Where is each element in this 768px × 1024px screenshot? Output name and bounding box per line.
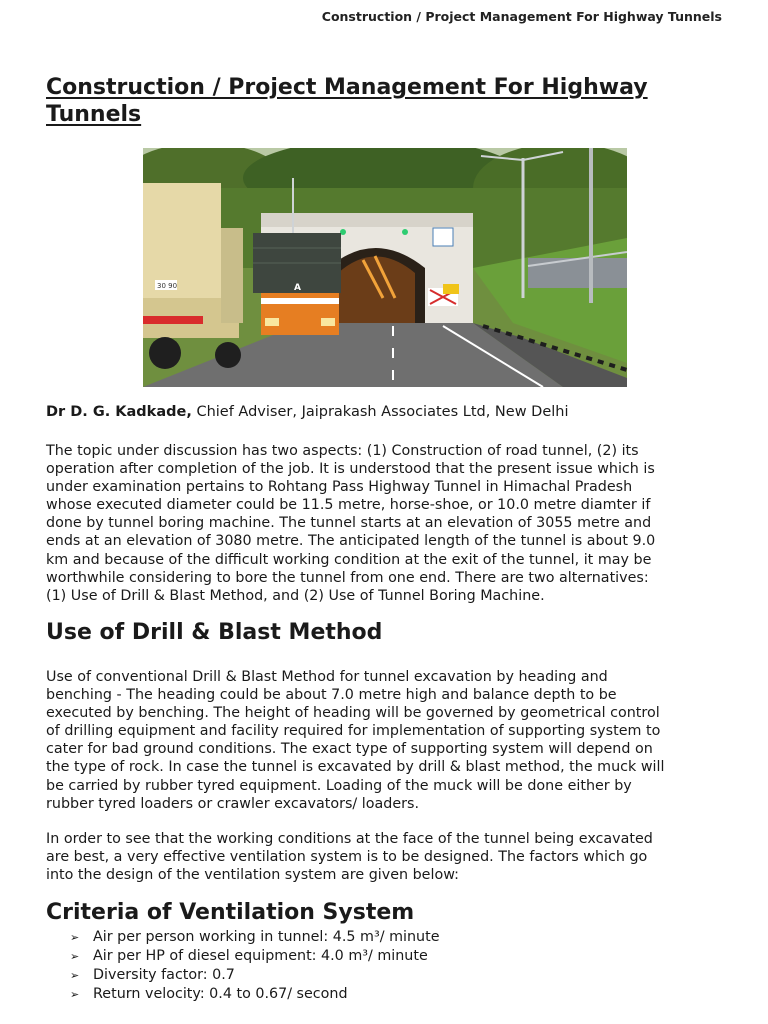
intro-paragraph [46,442,722,605]
list-item: ➢ Return velocity: 0.4 to 0.67/ second [70,986,348,1002]
text-line: cater for bad ground conditions. The exact type of supporting system will depend on [46,741,653,758]
text-line: The topic under discussion has two aspects: (1) Construction of road tunnel, (2) its [46,443,639,459]
author-line [46,404,569,420]
title-line-1: Construction / Project Management For Highway [46,75,648,100]
running-header: Construction / Project Management For Highway Tunnels [321,9,722,24]
author-affiliation: Chief Adviser, Jaiprakash Associates Ltd, New Delhi [191,404,569,420]
text-line: benching - The heading could be about 7.0 metre high and balance depth to be [46,687,617,704]
list-item: ➢ Air per person working in tunnel: 4.5 m³/ minute [70,929,440,945]
arrow-bullet-icon: ➢ [70,988,80,1001]
text-line: In order to see that the working conditions at the face of the tunnel being excavated [46,831,653,847]
text-line: of drilling equipment and facility required for implementation of supporting system to [46,723,661,740]
tunnel-photo [143,148,627,387]
text-line: km and because of the difficult working condition at the exit of the tunnel, it may be [46,551,652,568]
text-line: worthwhile considering to bore the tunnel from one end. There are two alternatives: [46,569,649,586]
truck-marking: A [294,283,301,293]
text-line: (1) Use of Drill & Blast Method, and (2) Use of Tunnel Boring Machine. [46,587,545,604]
ventilation-criteria-list [70,928,440,1004]
text-line: executed by benching. The height of heading will be governed by geometrical control [46,705,660,722]
list-item: ➢ Air per HP of diesel equipment: 4.0 m³/ minute [70,948,428,964]
text-line: be carried by rubber tyred equipment. Loading of the muck will be done either by [46,777,632,794]
section-heading-drill-blast: Use of Drill & Blast Method [46,620,383,645]
list-item: ➢ Diversity factor: 0.7 [70,967,235,983]
portal-sign [433,228,453,246]
arrow-bullet-icon: ➢ [70,950,80,963]
text-line: the type of rock. In case the tunnel is excavated by drill & blast method, the muck will [46,759,665,776]
text-line: done by tunnel boring machine. The tunnel starts at an elevation of 3055 metre and [46,515,652,532]
text-line: Use of conventional Drill & Blast Method for tunnel excavation by heading and [46,669,608,685]
author-name: Dr D. G. Kadkade, [46,404,192,420]
text-line: into the design of the ventilation system are given below: [46,867,459,884]
text-line: under examination pertains to Rohtang Pass Highway Tunnel in Himachal Pradesh [46,479,633,496]
title-line-2: Tunnels [46,102,142,127]
arrow-bullet-icon: ➢ [70,931,80,944]
tunnel-photo-illustration [143,148,627,387]
section-heading-ventilation: Criteria of Ventilation System [46,900,415,925]
text-line: ends at an elevation of 3080 metre. The anticipated length of the tunnel is about 9.0 [46,533,656,550]
truck-plate: 30 90 [157,282,178,290]
text-line: whose executed diameter could be 11.5 metre, horse-shoe, or 10.0 metre diamter if [46,497,651,514]
arrow-bullet-icon: ➢ [70,969,80,982]
text-line: rubber tyred loaders or crawler excavators/ loaders. [46,795,419,812]
text-line: operation after completion of the job. It is understood that the present issue which is [46,461,655,478]
guard-railing [528,258,627,288]
text-line: are best, a very effective ventilation system is to be designed. The factors which go [46,849,648,866]
document-title [46,74,726,128]
drill-blast-paragraph [46,668,722,813]
ventilation-intro-paragraph [46,830,722,884]
